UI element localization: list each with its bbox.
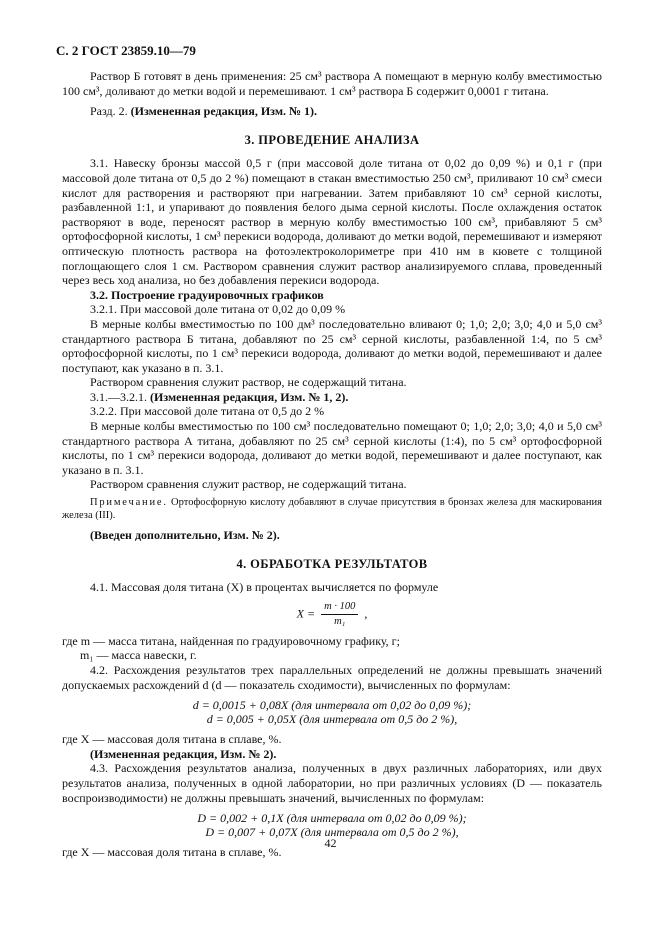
- equation-D1-text: D = 0,002 + 0,1X (для интервала от 0,02 до 0,09 %);: [197, 811, 467, 826]
- paragraph-3-2-2-reference: Раствором сравнения служит раствор, не содержащий титана.: [90, 477, 407, 492]
- equation-D1: [62, 811, 602, 825]
- paragraph-3-2-1-reference: Раствором сравнения служит раствор, не содержащий титана.: [90, 375, 407, 390]
- note-label: Примечание.: [90, 497, 168, 509]
- equation-d2-text: d = 0,005 + 0,05X (для интервала от 0,5 до 2 %),: [206, 712, 458, 727]
- where-m1: m₁ — масса навески, г.: [80, 648, 197, 663]
- paragraph-intro: Раствор Б готовят в день применения: 25 см³ раствора А помещают в мерную колбу вместимостью 100 см³, доливают до метки водой и перемешивают. 1 см³ раствора Б содержит 0,0001 г титана.: [62, 69, 602, 98]
- paragraph-3-1: 3.1. Навеску бронзы массой 0,5 г (при массовой доле титана от 0,02 до 0,09 %) и 0,1 г (при массовой доле титана от 0,5 до 2 %) помещают в стакан вместимостью 250 см³, приливают 10 см³ смеси кислот для растворения и растворяют при нагревании. Затем прибавляют 10 см³ серной кислоты, разбавленной 1:1, и упаривают до появления белого дыма серной кислоты. После охлаждения остаток растворяют в воде, переносят раствор в мерную колбу вместимостью 100 см³, прибавляют 5 см³ ортофосфорной кислоты, 1 см³ перекиси водорода, доливают до метки водой, перемешивают и измеряют оптическую плотность раствора на фотоэлектроколориметре при 410 нм в кювете с толщиной поглощающего слоя 1 см. Раствором сравнения служит раствор анализируемого сплава, проведенный через весь ход анализа, но без добавления перекиси водорода.: [62, 156, 602, 288]
- formula-fraction: [321, 601, 358, 628]
- formula-tail: ,: [364, 606, 368, 621]
- paragraph-4-2: 4.2. Расхождения результатов трех параллельных определений не должны превышать значений допускаемых расхождений d (d — показатель сходимости), вычисленных по формулам:: [62, 663, 602, 692]
- amendment-prefix: 3.1.—3.2.1.: [90, 389, 147, 404]
- amendment-prefix: Разд. 2.: [90, 104, 128, 119]
- equation-d2: [62, 712, 602, 726]
- paragraph-4-1: 4.1. Массовая доля титана (X) в процентах вычисляется по формуле: [90, 580, 439, 595]
- paragraph-4-3: 4.3. Расхождения результатов анализа, полученных в двух различных лабораториях, или двух результатов анализа, полученных в одной лаборатории, но при различных условиях (D — показатель воспроизводимости) не должны превышать значений, вычисленных по формулам:: [62, 761, 602, 805]
- formula-lhs: X =: [296, 606, 316, 621]
- amendment-4-2: (Измененная редакция, Изм. № 2).: [90, 746, 277, 761]
- amendment-added: (Введен дополнительно, Изм. № 2).: [90, 528, 280, 543]
- note: [62, 496, 602, 522]
- paragraph-3-2-1-title: 3.2.1. При массовой доле титана от 0,02 до 0,09 %: [90, 302, 346, 317]
- page-header: С. 2 ГОСТ 23859.10—79: [56, 43, 196, 58]
- page-number: 42: [324, 836, 337, 850]
- where-m: где m — масса титана, найденная по градуировочному графику, г;: [62, 633, 400, 648]
- equations-D: [62, 811, 602, 839]
- document-body: [62, 69, 602, 860]
- formula-numerator: m · 100: [321, 601, 358, 615]
- subsection-heading-3-2: 3.2. Построение градуировочных графиков: [90, 287, 324, 302]
- equation-d1: [62, 698, 602, 712]
- equations-d: [62, 698, 602, 726]
- amendment-note: (Измененная редакция, Изм. № 1, 2).: [150, 389, 349, 404]
- section-heading-4: 4. ОБРАБОТКА РЕЗУЛЬТАТОВ: [236, 556, 428, 571]
- paragraph-3-2-2-title: 3.2.2. При массовой доле титана от 0,5 до 2 %: [90, 404, 325, 419]
- equation-d1-text: d = 0,0015 + 0,08X (для интервала от 0,02 до 0,09 %);: [192, 698, 472, 713]
- formula-x: [62, 601, 602, 628]
- equation-D2-text: D = 0,007 + 0,07X (для интервала от 0,5 до 2 %),: [205, 825, 459, 840]
- paragraph-3-2-2: В мерные колбы вместимостью по 100 см³ последовательно помещают 0; 1,0; 2,0; 3,0; 4,0 и 5,0 см³ стандартного раствора А титана, добавляют по 25 см³ серной кислоты (1:4), по 5 см³ ортофосфорной кислоты, по 1 см³ перекиси водорода, доливают до метки водой, перемешивают и далее поступают, как указано в п. 3.1.: [62, 419, 602, 477]
- paragraph-3-2-1: В мерные колбы вместимостью по 100 дм³ последовательно вливают 0; 1,0; 2,0; 3,0; 4,0 и 5,0 см³ стандартного раствора Б титана, добавляют по 25 см³ серной кислоты, разбавленной 1:4, по 5 см³ ортофосфорной кислоты, по 1 см³ перекиси водорода, доливают до метки водой, перемешивают и далее поступают, как указано в п. 3.1.: [62, 316, 602, 375]
- where-x-1: где X — массовая доля титана в сплаве, %.: [62, 732, 282, 747]
- amendment-section-2: [62, 104, 602, 119]
- note-text: Ортофосфорную кислоту добавляют в случае присутствия в бронзах железа для маскирования железа (III).: [62, 497, 603, 522]
- formula-denominator: m₁: [334, 615, 346, 627]
- where-x-2: где X — массовая доля титана в сплаве, %.: [62, 845, 282, 860]
- amendment-3-1-3-2-1: [62, 390, 602, 405]
- section-heading-3: 3. ПРОВЕДЕНИЕ АНАЛИЗА: [244, 132, 420, 147]
- amendment-note: (Измененная редакция, Изм. № 1).: [130, 104, 318, 119]
